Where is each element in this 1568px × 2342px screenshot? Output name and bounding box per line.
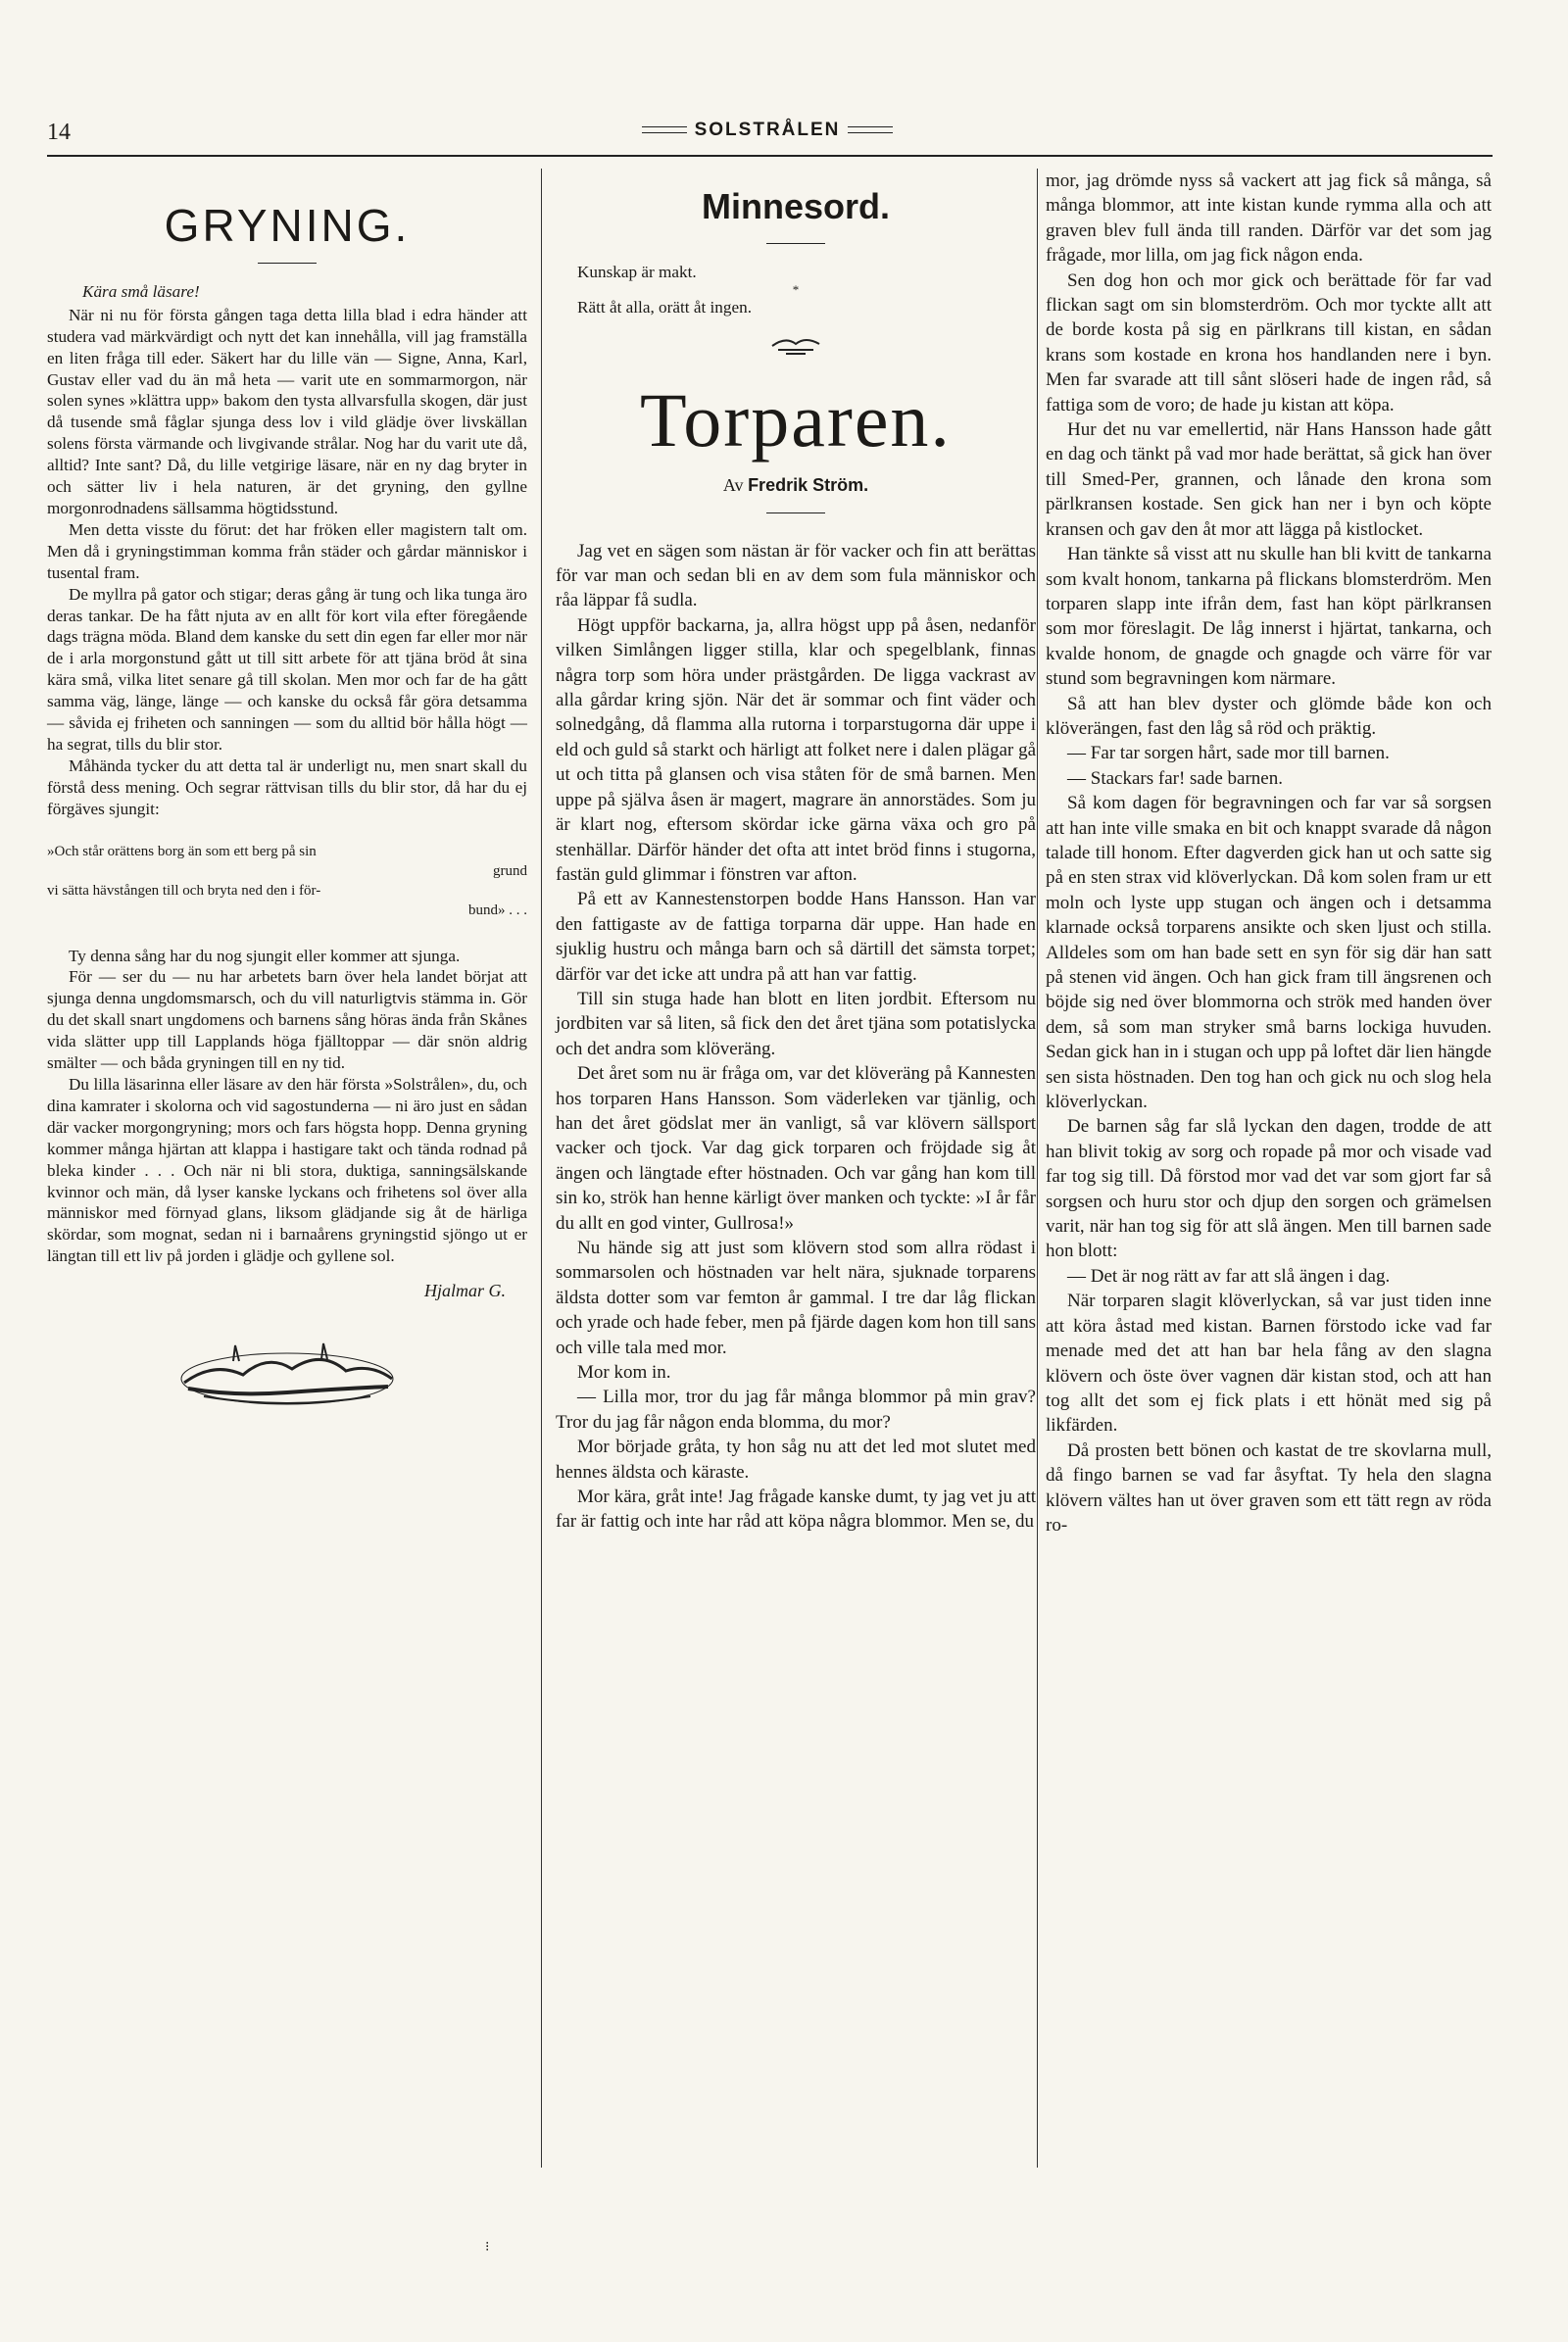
torparen-title: Torparen.	[640, 376, 952, 463]
paragraph: Så kom dagen för begravningen och far var så sorgsen att han inte ville smaka en bit och knappt svarade då någon talade till honom. Efter dagverden gick han ut och satte sig på en sten strax vid klöverlyckan. Då kom solen fram ur ett moln och lyste upp stugan och ängen och i detsamma klarnade också torparens ansikte och sken ljust och stilla. Alldeles som om han bade sett en syn för sig där han satt på stenen vid ängen. Och han gick fram till ängsrenen och böjde sig ned över blommorna och strök med handen över dem, så som man stryker små barns lockiga huvuden. Sedan gick han in i stugan och upp på loftet där lien hängde sen sista höstnaden. Den tog han och gick nu och slog hela klöverlyckan.	[1046, 793, 1492, 1113]
column-divider-1	[541, 169, 542, 2168]
bird-ornament	[766, 332, 825, 358]
paragraph: Så att han blev dyster och glömde både kon och klöverängen, fast den låg så röd och präktig.	[1046, 693, 1492, 739]
quote-line: vi sätta hävstången till och bryta ned den i för-	[47, 882, 321, 899]
paragraph: — Stackars far! sade barnen.	[1067, 767, 1283, 789]
paragraph: — Det är nog rätt av far att slå ängen i dag.	[1067, 1265, 1391, 1287]
quote-line: bund» . . .	[468, 902, 527, 918]
column-torparen	[556, 169, 1036, 1535]
landscape-ornament	[174, 1340, 400, 1418]
title-rule	[258, 263, 317, 264]
gryning-title: GRYNING.	[164, 200, 411, 251]
paragraph: Han tänkte så visst att nu skulle han bli kvitt de tankarna som kvalt honom, tankarna på flickans blomsterdröm. Men torparen slapp inte ifrån dem, fast han köpt pärlkransen som mor föreslagit. De låg innerst i hjärtat, tankarna, och kvalde honom, de gnagde och gnagde och värre för var stund som begravningen kom närmare.	[1046, 544, 1492, 690]
paragraph: När torparen slagit klöverlyckan, så var just tiden inne att köra åstad med kistan. Barnen förstodo icke vad far menade med det att han bar hela fång av den slagna klövern och öste över vagnen där kistan stod, och att han tog allt det som ej fick plats i ett hönät med sig på likfärden.	[1046, 1291, 1492, 1437]
masthead-ornament-right	[848, 126, 893, 133]
paragraph: Måhända tycker du att detta tal är underligt nu, men snart skall du förstå dess mening. Och segrar rättvisan tills du blir stor, då har du ej förgäves sjungit:	[47, 756, 527, 818]
quote-line: grund	[493, 862, 527, 879]
column-divider-2	[1037, 169, 1038, 2168]
minnesord-title: Minnesord.	[701, 186, 890, 226]
paragraph: De barnen såg far slå lyckan den dagen, trodde de att han blivit tokig av sorg och ropade på mor och visade vad far tog sig till. Då förstod mor vad det var som gjort far så sorgsen och huru stor och djup den sorgen och grämelsen varit, när han tog sig för att slå ängen. Men till barnen sade hon blott:	[1046, 1116, 1492, 1262]
paragraph: Men detta visste du förut: det har fröken eller magistern talt om. Men då i gryningstimman komma från städer och gårdar människor i tusental fram.	[47, 519, 527, 582]
paragraph: Det året som nu är fråga om, var det klöveräng på Kannesten hos torparen Hans Hansson. Som väderleken var tjänlig, och han det året gödslat mer än vanligt, så var klövern sällsport vacker och tjock. Var dag gick torparen och fröjdade sig åt ängen och längtade efter höstnaden. Och var gång han kom till sin ko, strök han henne kärligt över manken och tyckte: »I år får du allt en god vinter, Gullrosa!»	[556, 1063, 1036, 1234]
column-torparen-cont	[1046, 169, 1492, 1537]
paragraph: Jag vet en sägen som nästan är för vacker och fin att berättas för var man och sedan bli en av dem som fula människor och råa läppar få sudla.	[556, 540, 1036, 611]
paragraph: De myllra på gator och stigar; deras gång är tung och lika tunga äro deras tankar. De ha fått njuta av en allt för kort vila efter föregående dags trägna möda. Bland dem kanske du sett din egen far eller mor när de i arla morgonstund gått ut till sitt arbete för att tjäna bröd åt sina kära små, vilka litet senare gå till skolan. Men mor och far de ha gått samma väg, länge, länge — och kanske du också får göra detsamma — såvida ej friheten och sanningen — som du alltid bör hålla högt — ha segrat, tills du blir stor.	[47, 584, 527, 754]
paragraph: — Lilla mor, tror du jag får många blommor på min grav? Tror du jag får någon enda blomma, du mor?	[556, 1387, 1036, 1433]
song-quote	[47, 842, 527, 920]
title-rule	[766, 243, 825, 244]
masthead	[47, 120, 1488, 141]
paragraph: När ni nu för första gången taga detta lilla blad i edra händer att studera vad märkvärdigt och nytt det kan innehålla, vill jag framställa en liten fråga till eder. Säkert har du lille vän — Signe, Anna, Karl, Gustav eller vad du än må heta — varit ute en sommarmorgon, när solen synes »klättra upp» bakom den tysta allvarsfulla skogen, där just då tusende små fåglar sjunga dess lov i vild glädje över livskällan solens första värmande och livgivande strålar. Nog har du varit ute då, alltid? Inte sant? Då, du lille vetgirige läsare, när en ny dag bryter in och sätter liv i hela naturen, är det gryning, den gyllne morgonrodnadens sällsamma högtidsstund.	[47, 305, 527, 517]
paragraph: — Far tar sorgen hårt, sade mor till barnen.	[1067, 743, 1390, 764]
paragraph: Mor kom in.	[577, 1362, 671, 1384]
paragraph: Till sin stuga hade han blott en liten jordbit. Eftersom nu jordbiten var så liten, så fick den det året tjäna som potatislycka och det andra som klöveräng.	[556, 988, 1036, 1059]
masthead-title: SOLSTRÅLEN	[694, 120, 841, 140]
print-speck: ⁝	[485, 2240, 490, 2255]
column-gryning	[47, 169, 527, 1418]
motto-line: Rätt åt alla, orätt åt ingen.	[577, 297, 753, 317]
author-name: Fredrik Ström.	[748, 474, 869, 495]
header-rule	[47, 155, 1493, 157]
signature: Hjalmar G.	[423, 1281, 506, 1301]
page-number: 14	[47, 120, 71, 145]
paragraph: På ett av Kannestenstorpen bodde Hans Hansson. Han var den fattigaste av de fattiga torparna där uppe. Han hade en sjuklig hustru och många barn och så därtill det sämsta torpet; därför var det icke att undra på att han var fattig.	[556, 889, 1036, 985]
page-header	[47, 120, 1488, 159]
paragraph: Högt uppför backarna, ja, allra högst upp på åsen, nedanför vilken Simlången ligger stilla, klar och spegelblank, finnas några torp som höra under prästgården. De ligga vackrast av alla gårdar kring sjön. När det är sommar och fint väder och solnedgång, då flamma alla rutorna i torparstugorna där uppe i eld och guld så starkt och härligt att folket nere i dalen plägar gå ut och titta på glansen och visa ståten för de små barnen. Men uppe på själva åsen är magert, magrare än annorstädes. Som ju är klart nog, eftersom skördar icke gärna växa och gro på stenhällar. Därför händer det ofta att intet bröd finns i stugorna, fastän guld glimmar i fönstren var afton.	[556, 614, 1036, 885]
quote-line: »Och står orättens borg än som ett berg på sin	[47, 843, 317, 859]
paragraph: För — ser du — nu har arbetets barn över hela landet börjat att sjunga denna ungdomsmarsch, och du vill naturligtvis stämma in. Gör du det skall snart ungdomens och barnens sång höras ända från Skånes vida slätter upp till Lapplands höga fjälltoppar — där snön aldrig smälter — och båda gryningen till en ny tid.	[47, 967, 527, 1073]
paragraph: Du lilla läsarinna eller läsare av den här första »Solstrålen», du, och dina kamrater i skolorna och vid sagostunderna — ni äro just en sådan där vacker morgongryning; mors och fars högsta hopp. Denna gryning kommer många hjärtan att klappa i hastigare takt och tända rodnad på bleka kinder . . . Och när ni bli stora, duktiga, sanningsälskande kvinnor och män, då lyser kanske lyckans och frihetens sol över alla människor med förnyad glans, liksom glädjande sig åt de härliga skördar, som mognat, sedan ni i barnaårens gryningstid sjöngo ut er längtan till ett liv på jorden i glädje och gyllene sol.	[47, 1075, 527, 1266]
paragraph: Mor kära, gråt inte! Jag frågade kanske dumt, ty jag vet ju att far är fattig och inte har råd att köpa några blommor. Men se, du	[556, 1487, 1036, 1533]
paragraph: Mor började gråta, ty hon såg nu att det led mot slutet med hennes äldsta och käraste.	[556, 1437, 1036, 1483]
byline	[556, 475, 1036, 497]
title-rule	[766, 512, 825, 513]
story-body	[556, 539, 1036, 1535]
paragraph: Ty denna sång har du nog sjungit eller kommer att sjunga.	[69, 946, 461, 965]
star-separator: *	[792, 281, 800, 297]
salutation: Kära små läsare!	[82, 281, 200, 301]
paragraph: Hur det nu var emellertid, när Hans Hansson hade gått en dag och tänkt på vad mor hade berättat, så gick han över till Smed-Per, grannen, och lånade den krona som pärlkransen kostade. Sen gick han ner i byn och köpte kransen och gav den åt mor att lägga på kistlocket.	[1046, 419, 1492, 540]
paragraph: mor, jag drömde nyss så vackert att jag fick så många, så många blommor, att inte kistan kunde rymma alla och att graven blev full ända till randen. Därför var det som jag frågade, mor lilla, om jag fick någon enda.	[1046, 171, 1492, 267]
byline-prefix: Av	[722, 474, 744, 495]
masthead-ornament-left	[642, 126, 687, 133]
motto-line: Kunskap är makt.	[577, 262, 697, 281]
paragraph: Nu hände sig att just som klövern stod som allra rödast i sommarsolen och höstnaden var helt nära, sjuknade torparens äldsta dotter som var femton år gammal. I tre dar låg flickan och yrade och hade feber, men på fjärde dagen kom hon till sans och ville tala med mor.	[556, 1238, 1036, 1358]
paragraph: Sen dog hon och mor gick och berättade för far vad flickan sagt om sin blomsterdröm. Och mor tyckte allt att de borde kosta på sig en pärlkrans till kistan, en sådan krans som kostade en krona hos handlanden nere i byn. Men far svarade att till sånt slöseri hade de ingen råd, så fattiga som de voro; de hade ju kistan att köpa.	[1046, 269, 1492, 415]
paragraph: Då prosten bett bönen och kastat de tre skovlarna mull, då fingo barnen se vad far åsyftat. Ty hela den slagna klövern vältes han ut över graven som ett tätt regn av röda ro-	[1046, 1439, 1492, 1536]
